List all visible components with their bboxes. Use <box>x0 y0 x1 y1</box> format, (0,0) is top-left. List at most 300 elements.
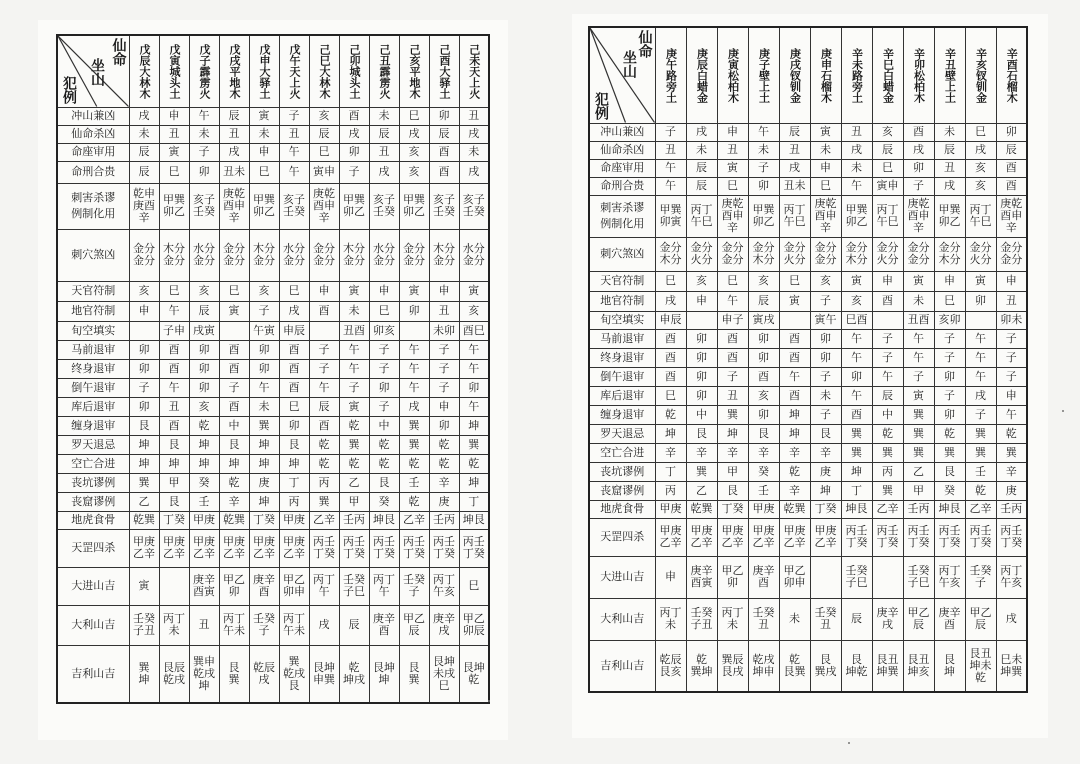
table-cell: 寅 <box>903 271 934 291</box>
table-cell: 亥 <box>399 161 429 183</box>
table-cell: 丁癸 <box>159 511 189 529</box>
table-cell: 乙辛 <box>872 500 903 518</box>
table-cell: 子 <box>748 159 779 177</box>
corner-cell <box>57 35 129 107</box>
table-cell <box>129 321 159 340</box>
table-cell: 亥 <box>810 271 841 291</box>
column-header: 庚辰白蜡金 <box>686 27 717 123</box>
table-cell: 金分 金分 <box>219 229 249 281</box>
table-row <box>589 500 1027 518</box>
table-cell: 午 <box>748 123 779 141</box>
table-cell: 未 <box>686 141 717 159</box>
table-cell: 戌 <box>686 123 717 141</box>
column-header: 戊戌平地木 <box>219 35 249 107</box>
row-label: 丧窟谬例 <box>57 492 129 511</box>
table-cell: 乾 坤戌 <box>339 645 369 703</box>
table-cell: 壬丙 <box>339 511 369 529</box>
table-cell: 巳 <box>934 291 965 311</box>
table-cell: 子 <box>429 340 459 359</box>
column-header: 辛卯松柏木 <box>903 27 934 123</box>
table-cell: 坤 <box>655 424 686 443</box>
table-cell: 巽 <box>399 435 429 454</box>
table-cell: 申 <box>655 556 686 598</box>
table-cell: 午 <box>459 340 489 359</box>
table-cell: 甲庚 乙辛 <box>159 529 189 567</box>
corner-label-fanli: 犯例 <box>593 91 609 120</box>
table-cell: 卯 <box>965 291 996 311</box>
table-cell: 艮丑 坤巽 <box>872 640 903 692</box>
table-cell: 丑 <box>159 125 189 143</box>
table-row <box>57 143 489 161</box>
page-left <box>38 20 508 740</box>
table-cell: 申 <box>429 397 459 416</box>
table-cell: 金分 木分 <box>841 237 872 271</box>
table-cell: 木分 金分 <box>429 229 459 281</box>
table-cell: 午 <box>159 301 189 321</box>
table-cell: 甲庚 乙辛 <box>655 518 686 556</box>
table-cell: 甲巽 卯乙 <box>748 195 779 237</box>
table-cell: 子 <box>872 348 903 367</box>
table-cell: 艮 坤乾 <box>841 640 872 692</box>
table-cell: 午 <box>903 329 934 348</box>
table-cell: 乾 <box>965 481 996 500</box>
row-label: 大利山吉 <box>589 598 655 640</box>
table-cell: 卯 <box>129 397 159 416</box>
row-label: 地官符制 <box>57 301 129 321</box>
table-cell: 坤 <box>459 416 489 435</box>
table-cell: 卯 <box>369 378 399 397</box>
table-cell: 未 <box>748 141 779 159</box>
table-cell: 丙丁 未 <box>717 598 748 640</box>
table-row <box>57 567 489 605</box>
table-cell: 甲庚 乙辛 <box>189 529 219 567</box>
table-cell: 巽 <box>129 473 159 492</box>
table-cell: 丑 <box>459 107 489 125</box>
table-cell: 亥 <box>459 301 489 321</box>
table-cell: 辰 <box>686 159 717 177</box>
table-cell: 午 <box>965 348 996 367</box>
table-cell: 戌 <box>655 291 686 311</box>
table-cell: 子 <box>872 329 903 348</box>
corner-label-xianming: 仙命 <box>636 30 653 58</box>
table-cell: 乾 <box>399 454 429 473</box>
table-cell: 午 <box>841 329 872 348</box>
table-cell: 卯 <box>129 359 159 378</box>
table-cell: 子 <box>810 367 841 386</box>
table-cell: 丙壬 丁癸 <box>965 518 996 556</box>
table-row <box>57 529 489 567</box>
table-cell: 戌 <box>309 605 339 645</box>
table-row <box>589 640 1027 692</box>
table-cell: 坤 <box>249 454 279 473</box>
table-cell: 丁癸 <box>717 500 748 518</box>
table-cell: 乾 <box>399 492 429 511</box>
row-label: 命座审用 <box>57 143 129 161</box>
row-label: 刺害杀谬 例制化用 <box>589 195 655 237</box>
table-cell: 丙壬 丁癸 <box>459 529 489 567</box>
table-cell: 乾 巽坤 <box>686 640 717 692</box>
table-cell: 未 <box>810 386 841 405</box>
table-cell: 乙 <box>686 481 717 500</box>
table-cell: 艮坤 坤 <box>369 645 399 703</box>
table-cell: 酉 <box>779 329 810 348</box>
table-cell: 甲乙 辰 <box>903 598 934 640</box>
table-cell: 卯 <box>279 416 309 435</box>
column-header: 戊申大驿土 <box>249 35 279 107</box>
table-cell: 巳 <box>369 301 399 321</box>
table-cell: 乾巽 <box>129 511 159 529</box>
table-cell: 巳 <box>219 281 249 301</box>
table-cell: 子 <box>810 405 841 424</box>
table-row <box>57 107 489 125</box>
table-cell: 丙壬 丁癸 <box>996 518 1027 556</box>
table-cell: 辰 <box>129 161 159 183</box>
table-cell: 酉 <box>159 340 189 359</box>
table-cell: 寅 <box>717 159 748 177</box>
table-cell: 坤艮 <box>841 500 872 518</box>
table-row <box>57 359 489 378</box>
table-row <box>589 481 1027 500</box>
table-cell: 丑酉 <box>903 311 934 329</box>
table-cell: 庚辛 戌 <box>872 598 903 640</box>
table-cell: 卯 <box>686 367 717 386</box>
table-cell: 金分 金分 <box>996 237 1027 271</box>
table-cell: 亥 <box>249 281 279 301</box>
table-cell: 酉 <box>717 348 748 367</box>
table-cell: 卯 <box>810 329 841 348</box>
table-cell: 庚乾 酉申 辛 <box>810 195 841 237</box>
table-cell: 巳 <box>399 107 429 125</box>
table-cell: 金分 金分 <box>129 229 159 281</box>
table-cell: 甲乙 卯申 <box>279 567 309 605</box>
table-cell: 乾辰 艮亥 <box>655 640 686 692</box>
table-cell: 壬癸 子巳 <box>339 567 369 605</box>
table-row <box>589 159 1027 177</box>
table-cell: 未 <box>903 291 934 311</box>
row-label: 天罡四杀 <box>57 529 129 567</box>
table-cell: 午 <box>965 329 996 348</box>
table-cell: 艮 <box>159 492 189 511</box>
table-cell: 癸 <box>369 492 399 511</box>
table-cell: 戌 <box>934 177 965 195</box>
table-cell: 坤 <box>279 454 309 473</box>
table-cell: 卯 <box>841 367 872 386</box>
table-cell: 卯 <box>129 340 159 359</box>
table-cell: 甲巽 卯乙 <box>249 183 279 229</box>
table-row <box>589 405 1027 424</box>
table-cell: 子 <box>339 161 369 183</box>
row-label: 马前退审 <box>589 329 655 348</box>
table-cell: 卯 <box>810 348 841 367</box>
table-cell: 甲乙 卯 <box>717 556 748 598</box>
table-cell: 丑 <box>934 159 965 177</box>
table-cell: 申 <box>249 143 279 161</box>
table-cell: 丙壬 丁癸 <box>339 529 369 567</box>
table-cell: 甲庚 <box>655 500 686 518</box>
table-cell: 子 <box>717 367 748 386</box>
table-cell: 乾 <box>219 473 249 492</box>
table-cell: 未 <box>459 143 489 161</box>
table-cell: 丑 <box>189 605 219 645</box>
table-row <box>589 195 1027 237</box>
table-cell: 子 <box>129 378 159 397</box>
table-cell: 酉 <box>429 143 459 161</box>
row-label: 刺穴煞凶 <box>57 229 129 281</box>
table-cell: 巽 <box>996 443 1027 462</box>
table-row <box>589 348 1027 367</box>
row-label: 天官符制 <box>589 271 655 291</box>
table-row <box>57 435 489 454</box>
table-cell: 壬丙 <box>429 511 459 529</box>
table-cell: 金分 金分 <box>309 229 339 281</box>
row-label: 空亡合进 <box>589 443 655 462</box>
table-cell: 金分 火分 <box>779 237 810 271</box>
row-label: 刺害杀谬 例制化用 <box>57 183 129 229</box>
table-cell: 丑未 <box>779 177 810 195</box>
table-row <box>589 462 1027 481</box>
table-cell: 子 <box>189 143 219 161</box>
table-cell: 甲乙 卯申 <box>779 556 810 598</box>
table-cell: 乾 艮巽 <box>779 640 810 692</box>
table-cell: 庚辛 戌 <box>429 605 459 645</box>
table-cell: 亥 <box>872 123 903 141</box>
table-cell: 未 <box>189 125 219 143</box>
table-cell: 甲 <box>159 473 189 492</box>
row-label: 地虎食骨 <box>589 500 655 518</box>
table-cell: 癸 <box>748 462 779 481</box>
almanac-table-left <box>56 34 490 704</box>
table-cell: 丙丁 午巳 <box>965 195 996 237</box>
table-cell: 酉 <box>996 159 1027 177</box>
table-cell: 酉 <box>159 416 189 435</box>
table-cell: 中 <box>872 405 903 424</box>
table-row <box>589 237 1027 271</box>
table-cell: 午寅 <box>249 321 279 340</box>
table-cell: 坤 <box>779 405 810 424</box>
table-cell: 戌 <box>841 141 872 159</box>
table-cell: 卯 <box>249 340 279 359</box>
table-cell: 午 <box>655 177 686 195</box>
table-cell: 巳 <box>717 271 748 291</box>
table-cell: 辛 <box>686 443 717 462</box>
table-cell: 申 <box>159 107 189 125</box>
table-cell: 中 <box>686 405 717 424</box>
table-row <box>57 281 489 301</box>
table-cell: 壬丙 <box>996 500 1027 518</box>
table-cell: 子 <box>934 348 965 367</box>
table-cell: 庚 <box>996 481 1027 500</box>
table-cell: 甲庚 <box>748 500 779 518</box>
table-cell: 巽 <box>965 443 996 462</box>
table-cell: 卯 <box>399 301 429 321</box>
table-cell: 丙丁 午巳 <box>779 195 810 237</box>
table-cell: 甲庚 <box>279 511 309 529</box>
table-cell: 丑 <box>996 291 1027 311</box>
table-cell <box>159 567 189 605</box>
table-cell: 巽 <box>841 443 872 462</box>
table-cell: 辛 <box>219 492 249 511</box>
table-cell: 午 <box>841 348 872 367</box>
table-cell: 酉 <box>717 329 748 348</box>
table-cell: 坤 <box>189 454 219 473</box>
table-cell: 乾巽 <box>219 511 249 529</box>
table-cell: 甲乙 辰 <box>965 598 996 640</box>
table-cell: 午 <box>309 378 339 397</box>
table-cell: 艮 坤 <box>934 640 965 692</box>
row-label: 吉利山吉 <box>589 640 655 692</box>
table-cell: 卯 <box>686 386 717 405</box>
table-cell: 卯亥 <box>369 321 399 340</box>
table-cell: 巽 <box>934 443 965 462</box>
table-cell: 亥 <box>189 397 219 416</box>
table-cell: 子 <box>934 386 965 405</box>
table-cell: 乙 <box>339 473 369 492</box>
table-cell: 辛 <box>429 473 459 492</box>
table-cell: 坤 <box>159 454 189 473</box>
table-cell: 寅 <box>903 386 934 405</box>
table-cell: 酉 <box>996 177 1027 195</box>
table-cell: 乙辛 <box>309 511 339 529</box>
row-label: 仙命杀凶 <box>57 125 129 143</box>
page-right <box>572 14 1048 738</box>
table-cell: 巽辰 艮戌 <box>717 640 748 692</box>
table-cell: 子 <box>249 301 279 321</box>
table-cell: 艮坤 乾 <box>459 645 489 703</box>
header-row <box>589 27 1027 123</box>
table-cell: 戌 <box>903 141 934 159</box>
table-cell: 水分 金分 <box>189 229 219 281</box>
table-cell: 丁 <box>459 492 489 511</box>
table-row <box>589 443 1027 462</box>
table-cell: 甲庚 乙辛 <box>279 529 309 567</box>
table-cell: 巽 <box>399 416 429 435</box>
table-cell: 丙丁 午未 <box>219 605 249 645</box>
table-cell: 丙丁 未 <box>159 605 189 645</box>
table-cell: 卯 <box>748 329 779 348</box>
table-cell: 戌 <box>965 386 996 405</box>
table-cell: 辰 <box>686 177 717 195</box>
table-cell: 戌 <box>779 159 810 177</box>
table-cell: 卯 <box>429 416 459 435</box>
table-cell: 乾 <box>369 435 399 454</box>
table-cell: 寅戌 <box>748 311 779 329</box>
table-cell: 金分 木分 <box>934 237 965 271</box>
table-cell: 丙丁 午 <box>369 567 399 605</box>
table-cell: 艮 <box>279 435 309 454</box>
table-cell: 申 <box>996 271 1027 291</box>
table-row <box>57 340 489 359</box>
table-cell: 巳 <box>810 177 841 195</box>
table-cell: 子 <box>369 359 399 378</box>
table-cell: 辰 <box>872 141 903 159</box>
table-cell: 甲庚 乙辛 <box>129 529 159 567</box>
table-cell: 庚辛 酉 <box>249 567 279 605</box>
table-row <box>57 321 489 340</box>
table-cell: 丙丁 午亥 <box>996 556 1027 598</box>
table-cell: 亥 <box>965 159 996 177</box>
table-cell: 庚辛 酉 <box>934 598 965 640</box>
table-cell: 酉巳 <box>459 321 489 340</box>
table-cell: 辛 <box>779 443 810 462</box>
table-cell: 酉 <box>219 397 249 416</box>
row-label: 丧坑谬例 <box>57 473 129 492</box>
table-cell: 丑酉 <box>339 321 369 340</box>
table-cell: 壬癸 子 <box>399 567 429 605</box>
table-cell: 水分 金分 <box>459 229 489 281</box>
table-cell: 壬癸 子 <box>965 556 996 598</box>
table-row <box>589 598 1027 640</box>
table-cell: 戌 <box>399 125 429 143</box>
table-cell: 子 <box>996 348 1027 367</box>
row-label: 库后退审 <box>57 397 129 416</box>
table-cell: 午 <box>399 378 429 397</box>
table-cell: 卯 <box>686 348 717 367</box>
table-cell: 癸 <box>934 481 965 500</box>
table-cell: 金分 金分 <box>717 237 748 271</box>
table-cell: 丙丁 午亥 <box>934 556 965 598</box>
table-row <box>589 386 1027 405</box>
table-cell: 巽 <box>965 424 996 443</box>
table-cell: 申 <box>872 271 903 291</box>
table-cell: 酉 <box>872 291 903 311</box>
table-cell: 酉 <box>279 340 309 359</box>
table-row <box>57 645 489 703</box>
table-cell: 艮 <box>717 481 748 500</box>
column-header: 己亥平地木 <box>399 35 429 107</box>
table-cell: 巳 <box>655 271 686 291</box>
table-cell: 坤 <box>249 492 279 511</box>
table-cell: 子 <box>429 378 459 397</box>
table-cell: 午 <box>399 359 429 378</box>
row-label: 终身退审 <box>589 348 655 367</box>
table-cell: 丑 <box>159 397 189 416</box>
table-cell: 甲巽 卯寅 <box>655 195 686 237</box>
table-cell: 乙 <box>129 492 159 511</box>
corner-label-zuoshan: 坐山 <box>621 50 637 78</box>
row-label: 倒午退审 <box>589 367 655 386</box>
row-label: 刺穴煞凶 <box>589 237 655 271</box>
table-cell: 未 <box>841 159 872 177</box>
table-row <box>589 141 1027 159</box>
table-cell: 庚乾 酉申 辛 <box>903 195 934 237</box>
table-cell: 寅 <box>159 143 189 161</box>
row-label: 旬空填实 <box>589 311 655 329</box>
table-cell: 巽 <box>339 435 369 454</box>
table-cell: 坤 <box>459 473 489 492</box>
table-cell: 艮 <box>219 435 249 454</box>
table-cell: 水分 金分 <box>279 229 309 281</box>
table-cell: 卯 <box>189 340 219 359</box>
table-cell: 巽 <box>872 443 903 462</box>
table-cell: 辰 <box>219 107 249 125</box>
table-cell: 坤 <box>841 462 872 481</box>
table-cell: 卯 <box>189 161 219 183</box>
table-cell: 寅 <box>339 397 369 416</box>
table-cell: 壬癸 子巳 <box>903 556 934 598</box>
table-cell: 申 <box>429 281 459 301</box>
table-cell: 未 <box>810 141 841 159</box>
table-row <box>589 367 1027 386</box>
table-cell: 艮 <box>369 473 399 492</box>
table-cell: 丙 <box>872 462 903 481</box>
table-cell: 午 <box>249 378 279 397</box>
row-label: 丧窟谬例 <box>589 481 655 500</box>
table-cell: 申 <box>934 271 965 291</box>
table-cell: 辰 <box>429 125 459 143</box>
table-cell: 巳 <box>779 271 810 291</box>
table-cell <box>810 556 841 598</box>
table-cell: 丁 <box>279 473 309 492</box>
